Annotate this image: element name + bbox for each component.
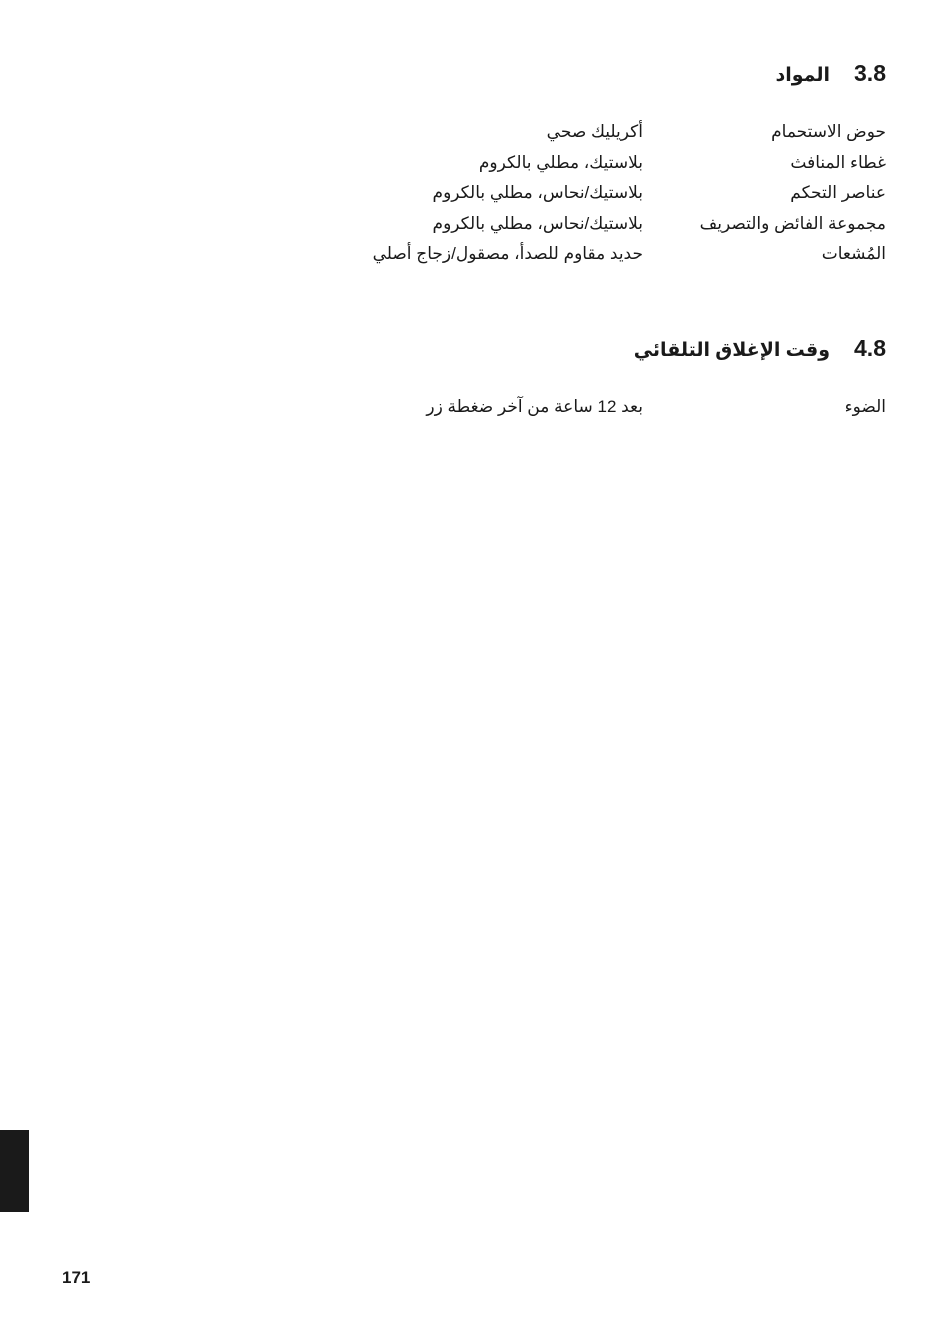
row-value: أكريليك صحي xyxy=(546,122,643,141)
row-label: غطاء المنافث xyxy=(790,152,886,172)
row-value: بلاستيك/نحاس، مطلي بالكروم xyxy=(432,183,643,202)
table-row xyxy=(0,183,950,214)
row-label: عناصر التحكم xyxy=(790,183,886,202)
row-value: حديد مقاوم للصدأ، مصقول/زجاج أصلي xyxy=(372,244,643,263)
row-label: مجموعة الفائض والتصريف xyxy=(699,213,886,233)
section-heading-auto-shutoff xyxy=(634,335,886,362)
section-number: 3.8 xyxy=(854,60,886,86)
materials-table xyxy=(0,122,950,275)
section-title: المواد xyxy=(775,65,831,86)
section-heading-materials xyxy=(775,60,886,87)
section-title: وقت الإغلاق التلقائي xyxy=(633,340,831,361)
row-label: المُشعات xyxy=(821,244,886,263)
auto-shutoff-table xyxy=(0,397,950,428)
page-number: 171 xyxy=(62,1268,91,1287)
table-row xyxy=(0,122,950,153)
section-number: 4.8 xyxy=(854,335,886,361)
table-row xyxy=(0,153,950,184)
table-row xyxy=(0,397,950,428)
row-value: بلاستيك، مطلي بالكروم xyxy=(478,152,643,172)
row-value: بعد 12 ساعة من آخر ضغطة زر xyxy=(426,397,643,416)
table-row xyxy=(0,214,950,245)
chapter-tab-marker xyxy=(0,1130,29,1212)
table-row xyxy=(0,244,950,275)
row-label: حوض الاستحمام xyxy=(771,122,886,141)
row-label: الضوء xyxy=(844,397,886,416)
row-value: بلاستيك/نحاس، مطلي بالكروم xyxy=(432,213,643,233)
